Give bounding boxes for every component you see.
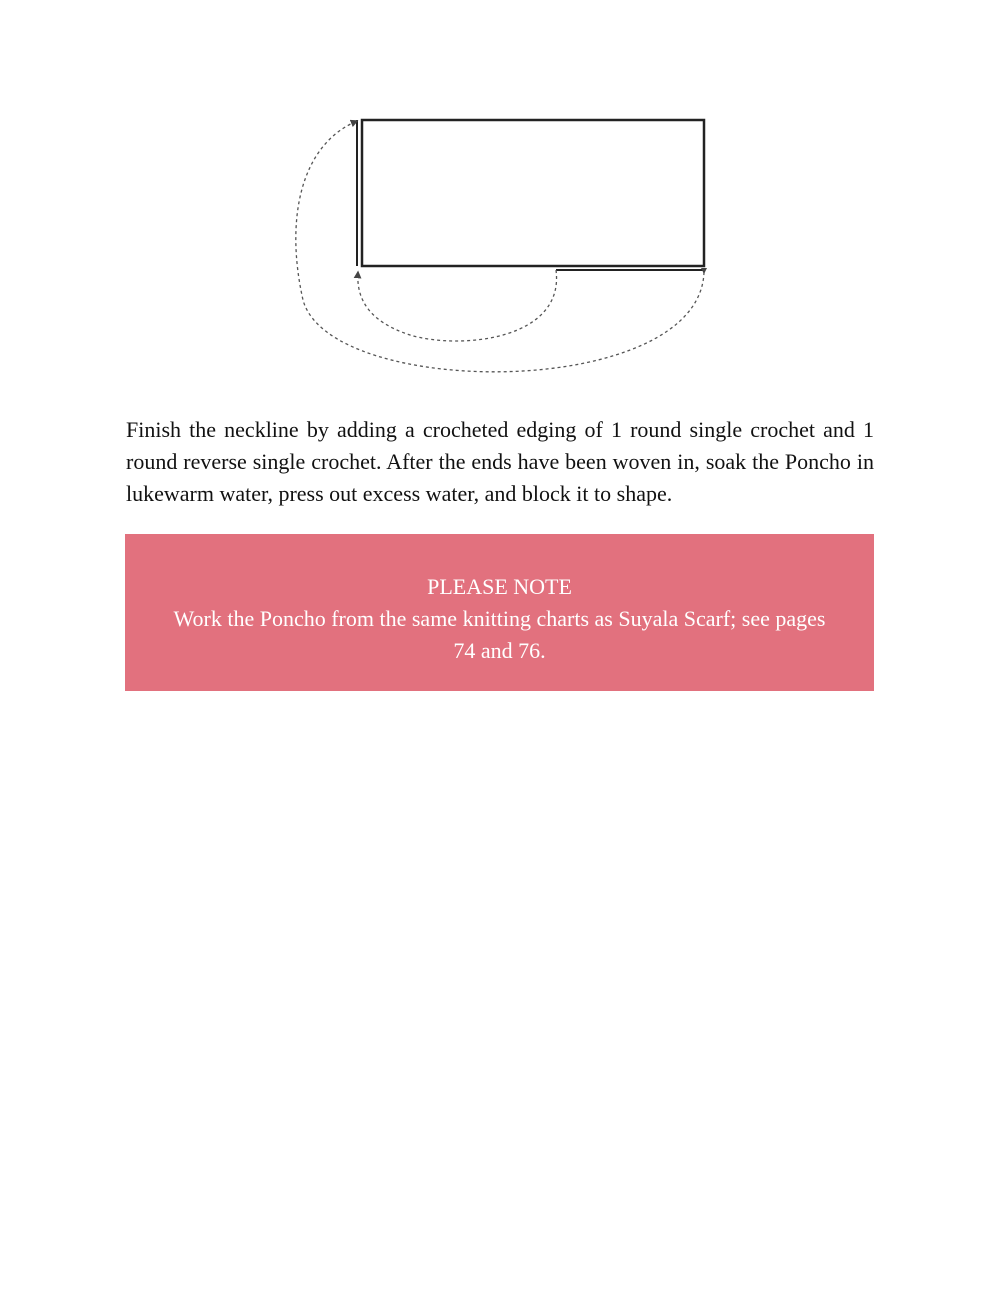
finishing-instructions: Finish the neckline by adding a crocheted edging of 1 round single crochet and 1 round reverse single crochet. After the ends have been woven in, soak the Poncho in lukewarm water, press out excess water, and block it to shape. (126, 417, 874, 506)
inner-seam-arrow (358, 270, 557, 341)
note-title: PLEASE NOTE (427, 574, 572, 599)
poncho-panel-rectangle (362, 120, 704, 266)
note-text: Work the Poncho from the same knitting charts as Suyala Scarf; see pages 74 and 76. (173, 606, 826, 663)
please-note-box (125, 534, 874, 691)
poncho-assembly-diagram (0, 0, 999, 400)
